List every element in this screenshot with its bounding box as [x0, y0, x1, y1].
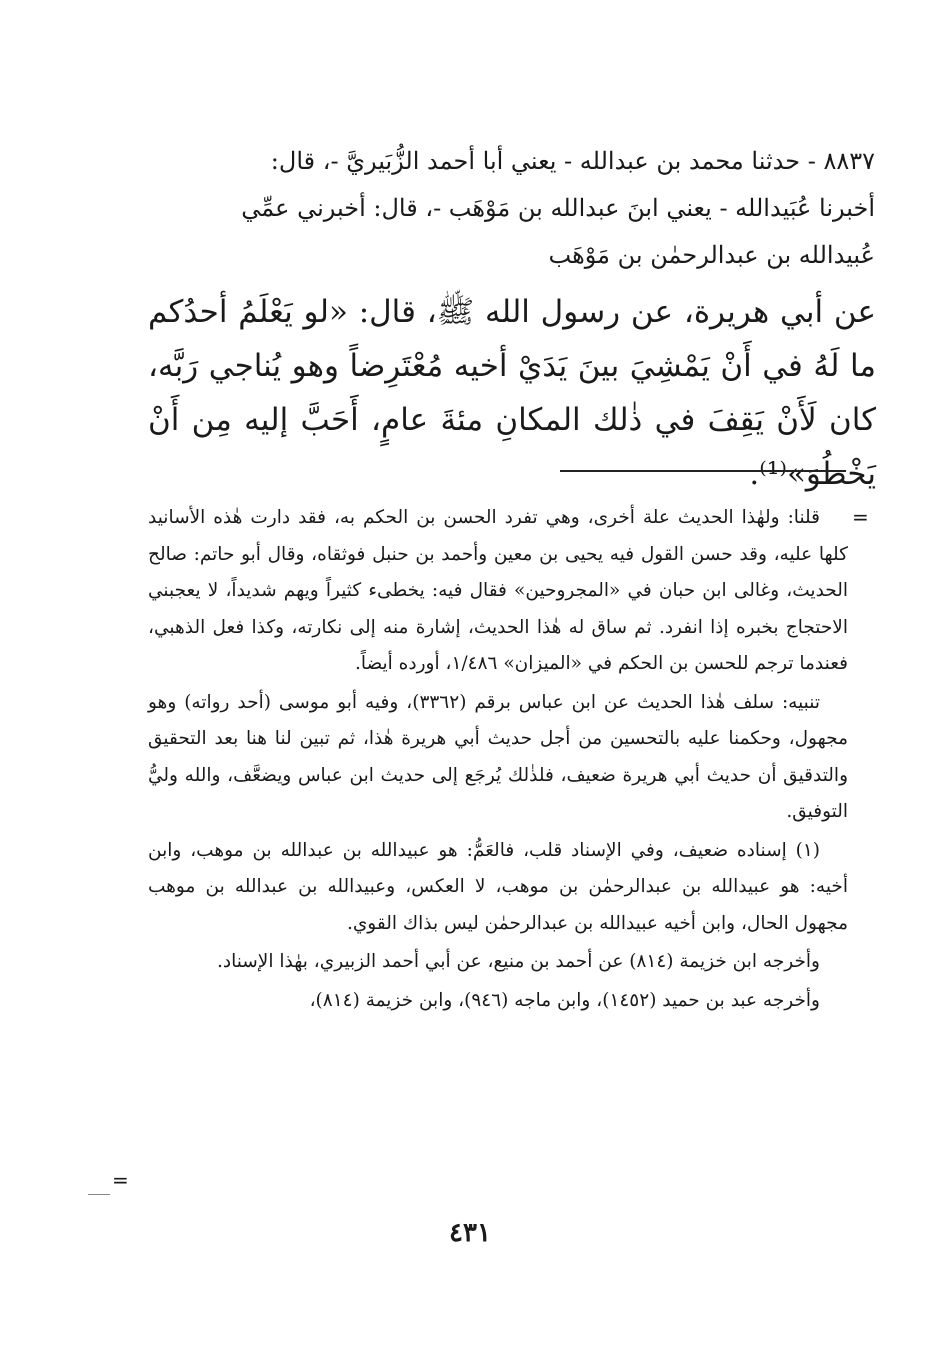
continuation-mark-start: = — [852, 505, 869, 529]
isnad-line: أخبرنا عُبَيدالله - يعني ابنَ عبدالله بن مَوْهَب -، قال: أخبرني عمِّي — [241, 194, 875, 222]
footnote-paragraph: تنبيه: سلف هٰذا الحديث عن ابن عباس برقم (٣٣٦٢)، وفيه أبو موسى (أحد رواته) وهو مجهول، وحكمنا عليه بالتحسين من أجل حديث أبي هريرة هٰذا، ثم تبين لنا هنا بعد التحقيق والتدقيق أن حديث أبي هريرة ضعيف، فلذٰلك يُرجَع إلى حديث ابن عباس ويضعَّف، والله وليُّ التوفيق. — [148, 691, 848, 822]
margin-dash — [88, 1194, 110, 1195]
footnote-paragraph: وأخرجه ابن خزيمة (٨١٤) عن أحمد بن منيع، عن أبي أحمد الزبيري، بهٰذا الإسناد. — [216, 951, 820, 972]
hadith-matn: عن أبي هريرة، عن رسول الله ﷺ، قال: «لو يَعْلَمُ أحدُكم ما لَهُ في أَنْ يَمْشِيَ بينَ يَدَيْ أخيه مُعْتَرِضاً وهو يُناجي رَبَّه، كان لَأَنْ يَقِفَ في ذٰلك المكانِ مئةَ عامٍ، أَحَبَّ إليه مِن أَنْ يَخْطُوَ»⁽¹⁾. — [148, 294, 876, 492]
isnad-line: عُبيدالله بن عبدالرحمٰن بن مَوْهَب — [548, 241, 875, 269]
hadith-isnad — [150, 138, 875, 279]
isnad-line: ٨٨٣٧ - حدثنا محمد بن عبدالله - يعني أبا أحمد الزُّبَيريَّ -، قال: — [270, 147, 875, 175]
continuation-mark-end: = — [112, 1168, 129, 1192]
page-number: ٤٣١ — [449, 1218, 491, 1248]
footnote-paragraph: قلنا: ولهٰذا الحديث علة أخرى، وهي تفرد الحسن بن الحكم به، فقد دارت هٰذه الأسانيد كلها عليه، وقد حسن القول فيه يحيى بن معين وأحمد بن حنبل فوثقاه، وقال أبو حاتم: صالح الحديث، وغالى ابن حبان في «المجروحين» فقال فيه: يخطىء كثيراً ويهم شديداً، لا يعجبني الاحتجاج بخبره إذا انفرد. ثم ساق له هٰذا الحديث، إشارة منه إلى نكارته، وكذا فعل الذهبي، فعندما ترجم للحسن بن الحكم في «الميزان» ١/٤٨٦، أورده أيضاً. — [148, 507, 848, 674]
footnotes — [148, 500, 848, 1021]
footnote-paragraph: وأخرجه عبد بن حميد (١٤٥٢)، وابن ماجه (٩٤٦)، وابن خزيمة (٨١٤)، — [309, 989, 820, 1011]
footnote-paragraph: (١) إسناده ضعيف، وفي الإسناد قلب، فالعَمُّ: هو عبيدالله بن عبدالله بن موهب، وابن أخيه: هو عبيدالله بن عبدالرحمٰن بن موهب، لا العكس، وعبيدالله بن عبدالله بن موهب مجهول الحال، وابن أخيه عبيدالله بن عبدالرحمٰن ليس بذاك القوي. — [148, 839, 848, 934]
footnote-separator — [560, 470, 846, 472]
